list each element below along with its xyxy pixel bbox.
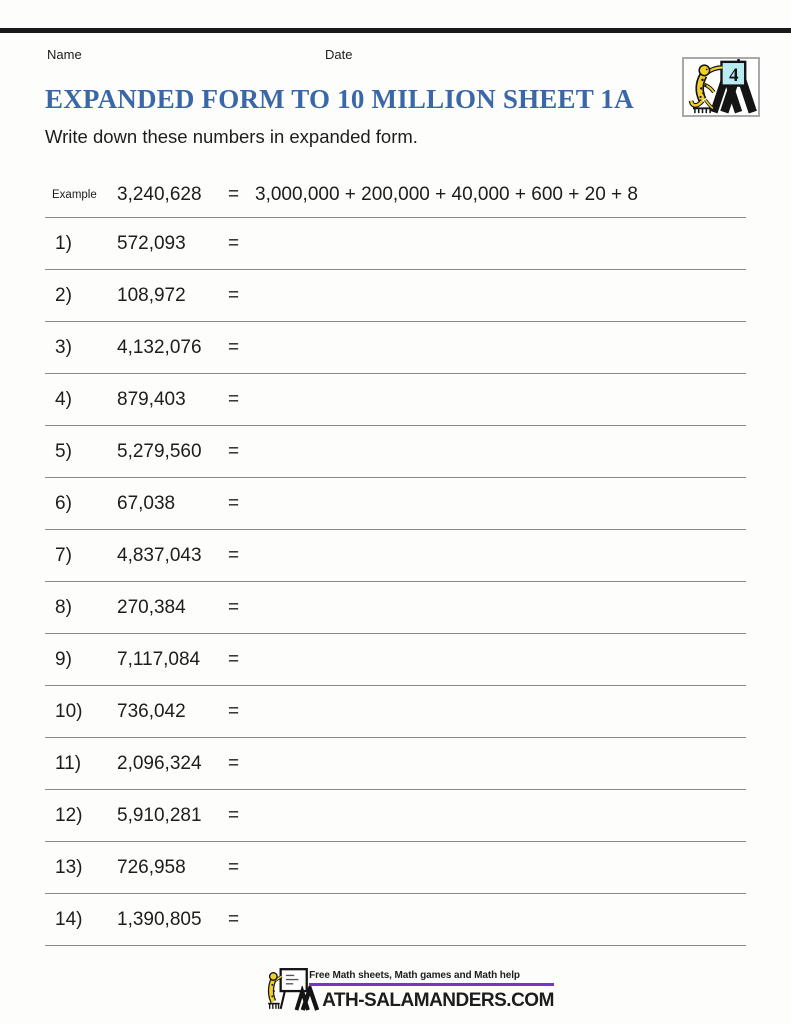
problem-index: 3) (55, 336, 72, 358)
problem-index: 7) (55, 544, 72, 566)
answer-blank[interactable] (255, 738, 746, 789)
equals-sign: = (228, 232, 240, 254)
problem-number: 2,096,324 (117, 752, 202, 774)
answer-blank[interactable] (255, 842, 746, 893)
problem-index: 9) (55, 648, 72, 670)
problem-row (45, 374, 746, 426)
equals-sign: = (228, 284, 240, 306)
problem-number: 736,042 (117, 700, 186, 722)
problem-number: 572,093 (117, 232, 186, 254)
problem-number: 270,384 (117, 596, 186, 618)
problem-number: 67,038 (117, 492, 176, 514)
problem-index: 8) (55, 596, 72, 618)
problem-number: 108,972 (117, 284, 186, 306)
problem-index: 1) (55, 232, 72, 254)
equals-sign: = (228, 388, 240, 410)
problem-row (45, 790, 746, 842)
grade-logo (682, 57, 760, 117)
problem-number: 4,837,043 (117, 544, 202, 566)
problem-index: 11) (55, 752, 82, 774)
answer-blank[interactable] (255, 582, 746, 633)
footer-banner (0, 966, 791, 1012)
problem-row (45, 842, 746, 894)
problem-list (45, 172, 746, 946)
equals-sign: = (228, 856, 240, 878)
answer-blank[interactable] (255, 426, 746, 477)
equals-sign: = (228, 648, 240, 670)
salamander-grade-logo-icon (684, 59, 758, 115)
problem-index: 6) (55, 492, 72, 514)
problem-row (45, 686, 746, 738)
grade-card (721, 62, 745, 86)
name-label: Name (47, 47, 82, 62)
answer-blank[interactable] (255, 894, 746, 945)
example-row (45, 172, 746, 218)
problem-number: 5,910,281 (117, 804, 202, 826)
answer-blank[interactable] (255, 270, 746, 321)
equals-sign: = (228, 908, 240, 930)
problem-row (45, 894, 746, 946)
equals-sign: = (228, 183, 240, 205)
problem-row (45, 582, 746, 634)
answer-blank[interactable] (255, 634, 746, 685)
example-number: 3,240,628 (117, 183, 202, 205)
problem-number: 726,958 (117, 856, 186, 878)
equals-sign: = (228, 492, 240, 514)
problem-index: 10) (55, 700, 83, 722)
example-expansion: 3,000,000 + 200,000 + 40,000 + 600 + 20 + 8 (255, 183, 638, 205)
problem-number: 879,403 (117, 388, 186, 410)
page-title: EXPANDED FORM TO 10 MILLION SHEET 1A (45, 84, 634, 114)
example-label: Example (52, 188, 97, 201)
answer-blank[interactable] (255, 218, 746, 269)
problem-index: 14) (55, 908, 83, 930)
problem-row (45, 634, 746, 686)
problem-row (45, 478, 746, 530)
problem-index: 4) (55, 388, 72, 410)
problem-number: 7,117,084 (117, 648, 201, 670)
problem-number: 4,132,076 (117, 336, 202, 358)
footer-site-name[interactable] (293, 986, 554, 1011)
answer-blank[interactable] (255, 322, 746, 373)
equals-sign: = (228, 596, 240, 618)
answer-blank[interactable] (255, 478, 746, 529)
problem-index: 13) (55, 856, 83, 878)
problem-row (45, 270, 746, 322)
problem-index: 2) (55, 284, 72, 306)
problem-number: 1,390,805 (117, 908, 202, 930)
footer-tagline: Free Math sheets, Math games and Math help (309, 970, 554, 986)
problem-index: 5) (55, 440, 72, 462)
problem-number: 5,279,560 (117, 440, 202, 462)
problem-row (45, 426, 746, 478)
equals-sign: = (228, 700, 240, 722)
equals-sign: = (228, 752, 240, 774)
date-label: Date (325, 47, 353, 62)
problem-row (45, 530, 746, 582)
answer-blank[interactable] (255, 374, 746, 425)
instruction-text: Write down these numbers in expanded form. (45, 126, 418, 147)
footer-m-logo-icon (293, 986, 323, 1011)
grade-number: 4 (729, 64, 739, 86)
answer-blank[interactable] (255, 530, 746, 581)
equals-sign: = (228, 804, 240, 826)
problem-row (45, 218, 746, 270)
problem-row (45, 738, 746, 790)
problem-row (45, 322, 746, 374)
equals-sign: = (228, 544, 240, 566)
footer-site-text: ATH-SALAMANDERS.COM (322, 990, 554, 1011)
answer-blank[interactable] (255, 790, 746, 841)
equals-sign: = (228, 336, 240, 358)
top-divider (0, 28, 791, 33)
answer-blank[interactable] (255, 686, 746, 737)
equals-sign: = (228, 440, 240, 462)
problem-index: 12) (55, 804, 83, 826)
